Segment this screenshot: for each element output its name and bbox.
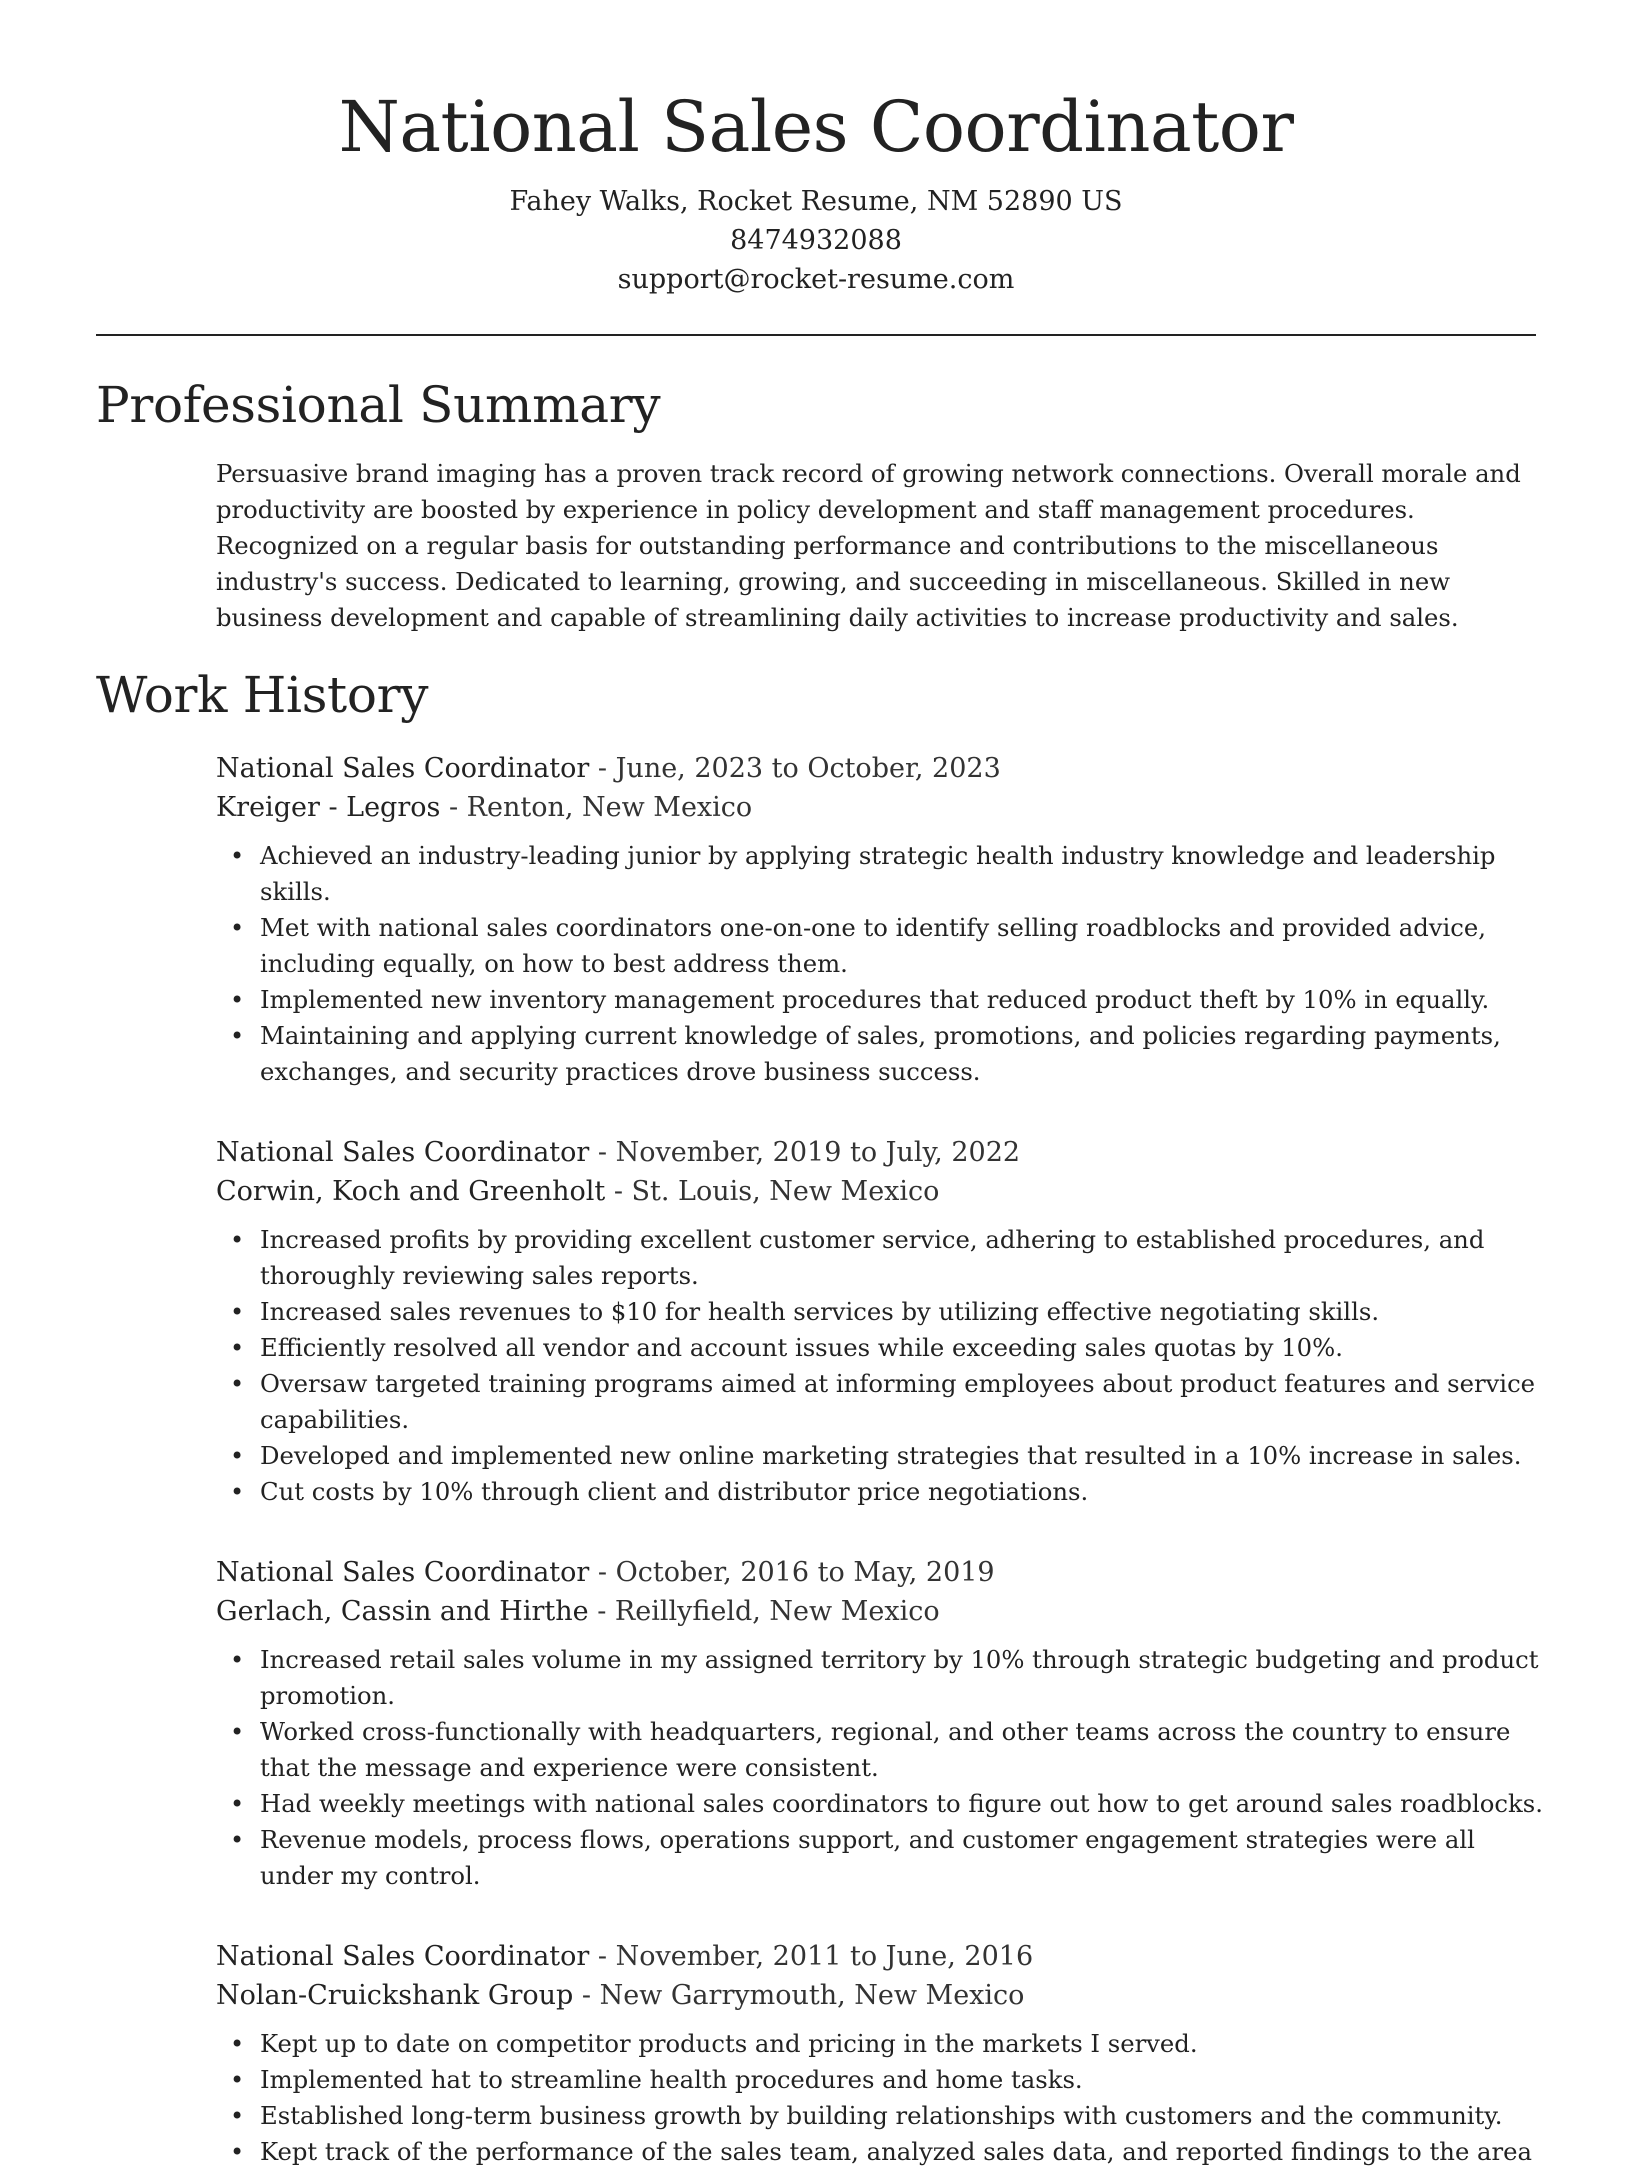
job-company: Gerlach, Cassin and Hirthe xyxy=(216,1596,589,1627)
job-entry xyxy=(216,1133,1546,1510)
job-bullet: • Oversaw targeted training programs aimed at informing employees about product features and service capabilities. xyxy=(216,1366,1546,1438)
job-bullet: • Worked cross-functionally with headquarters, regional, and other teams across the country to ensure that the message and experience were consistent. xyxy=(216,1714,1546,1786)
job-position: National Sales Coordinator xyxy=(216,753,590,784)
job-company: Corwin, Koch and Greenholt xyxy=(216,1176,606,1207)
job-company-line xyxy=(216,788,1546,827)
job-title-line xyxy=(216,1937,1546,1976)
job-position: National Sales Coordinator xyxy=(216,1137,590,1168)
job-bullet: • Implemented hat to streamline health procedures and home tasks. xyxy=(216,2062,1546,2098)
contact-email: support@rocket-resume.com xyxy=(617,264,1015,295)
contact-phone: 8474932088 xyxy=(730,225,902,256)
job-bullets xyxy=(216,838,1546,1090)
job-bullet: • Had weekly meetings with national sales coordinators to figure out how to get around sales roadblocks. xyxy=(216,1786,1546,1822)
job-title-line xyxy=(216,1553,1546,1592)
job-dates: - November, 2019 to July, 2022 xyxy=(589,1137,1021,1168)
job-location: - Reillyfield, New Mexico xyxy=(588,1596,940,1627)
job-bullet: • Kept track of the performance of the sales team, analyzed sales data, and reported findings to the area xyxy=(216,2134,1546,2170)
resume-title: National Sales Coordinator xyxy=(338,86,1294,168)
job-position: National Sales Coordinator xyxy=(216,1941,590,1972)
job-bullets xyxy=(216,2026,1546,2170)
job-bullets xyxy=(216,1222,1546,1510)
job-dates: - October, 2016 to May, 2019 xyxy=(589,1557,995,1588)
job-company-line xyxy=(216,1976,1546,2015)
summary-heading: Professional Summary xyxy=(96,376,661,434)
job-bullets xyxy=(216,1642,1546,1894)
job-bullet: • Met with national sales coordinators one-on-one to identify selling roadblocks and provided advice, including equally, on how to best address them. xyxy=(216,910,1546,982)
job-bullet: • Cut costs by 10% through client and distributor price negotiations. xyxy=(216,1474,1546,1510)
job-dates: - June, 2023 to October, 2023 xyxy=(589,753,1001,784)
contact-block xyxy=(96,182,1536,299)
job-bullet: • Revenue models, process flows, operations support, and customer engagement strategies were all under my control. xyxy=(216,1822,1546,1894)
job-company-line xyxy=(216,1172,1546,1211)
header-divider xyxy=(96,334,1536,336)
summary-text: Persuasive brand imaging has a proven track record of growing network connections. Overall morale and productivity are boosted by experience in policy development and staff management procedures. Recognized on a regular basis for outstanding performance and contributions to the miscellaneous industry's success. Dedicated to learning, growing, and succeeding in miscellaneous. Skilled in new business development and capable of streamlining daily activities to increase productivity and sales. xyxy=(216,459,1521,632)
job-company: Nolan-Cruickshank Group xyxy=(216,1980,574,2011)
job-list xyxy=(216,749,1546,2170)
job-bullet: • Established long-term business growth by building relationships with customers and the community. xyxy=(216,2098,1546,2134)
job-bullet: • Kept up to date on competitor products and pricing in the markets I served. xyxy=(216,2026,1546,2062)
job-company: Kreiger - Legros xyxy=(216,792,441,823)
job-location: - Renton, New Mexico xyxy=(440,792,753,823)
job-entry xyxy=(216,1937,1546,2170)
job-bullet: • Increased sales revenues to $10 for health services by utilizing effective negotiating skills. xyxy=(216,1294,1546,1330)
work-history-heading: Work History xyxy=(96,666,429,724)
job-bullet: • Developed and implemented new online marketing strategies that resulted in a 10% increase in sales. xyxy=(216,1438,1546,1474)
job-bullet: • Maintaining and applying current knowledge of sales, promotions, and policies regarding payments, exchanges, and security practices drove business success. xyxy=(216,1018,1546,1090)
job-dates: - November, 2011 to June, 2016 xyxy=(589,1941,1034,1972)
job-bullet: • Efficiently resolved all vendor and account issues while exceeding sales quotas by 10%. xyxy=(216,1330,1546,1366)
job-bullet: • Implemented new inventory management procedures that reduced product theft by 10% in equally. xyxy=(216,982,1546,1018)
job-location: - New Garrymouth, New Mexico xyxy=(573,1980,1025,2011)
job-position: National Sales Coordinator xyxy=(216,1557,590,1588)
resume-page xyxy=(96,0,1543,2170)
job-title-line xyxy=(216,749,1546,788)
job-bullet: • Increased retail sales volume in my assigned territory by 10% through strategic budgeting and product promotion. xyxy=(216,1642,1546,1714)
job-bullet: • Increased profits by providing excellent customer service, adhering to established procedures, and thoroughly reviewing sales reports. xyxy=(216,1222,1546,1294)
job-company-line xyxy=(216,1592,1546,1631)
job-entry xyxy=(216,749,1546,1090)
job-title-line xyxy=(216,1133,1546,1172)
job-entry xyxy=(216,1553,1546,1894)
job-location: - St. Louis, New Mexico xyxy=(605,1176,940,1207)
contact-address: Fahey Walks, Rocket Resume, NM 52890 US xyxy=(509,186,1123,217)
job-bullet: • Achieved an industry-leading junior by applying strategic health industry knowledge and leadership skills. xyxy=(216,838,1546,910)
